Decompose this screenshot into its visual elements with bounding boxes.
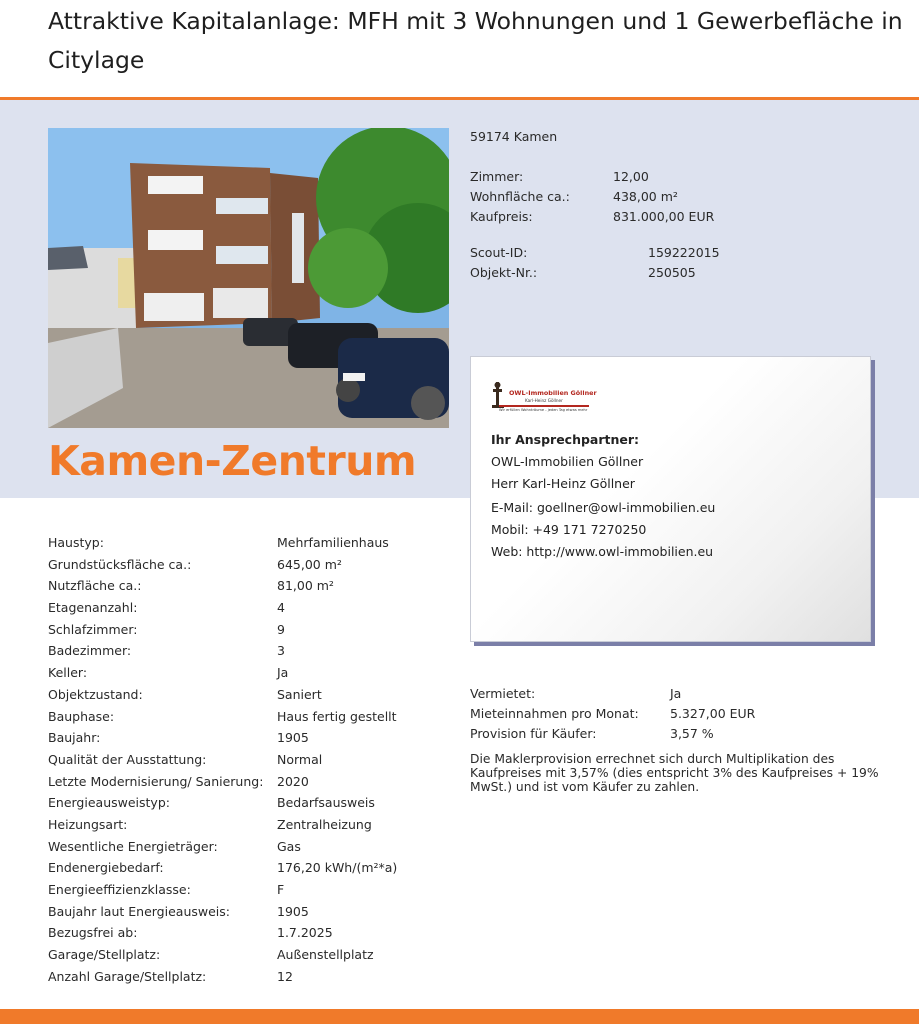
detail-value: 176,20 kWh/(m²*a) [277, 860, 398, 876]
logo-bar [499, 405, 589, 407]
detail-row [48, 902, 448, 924]
detail-label: Energieausweistyp: [48, 795, 170, 811]
logo-name: OWL-Immobilien Göllner [509, 389, 597, 397]
contact-card [470, 356, 871, 642]
detail-value: F [277, 882, 285, 897]
id-label: Scout-ID: [470, 245, 528, 260]
detail-value: 2020 [277, 773, 309, 789]
detail-row [48, 533, 448, 555]
contact-heading: Ihr Ansprechpartner: [491, 432, 640, 447]
detail-label: Heizungsart: [48, 816, 128, 832]
rental-label: Mieteinnahmen pro Monat: [470, 706, 639, 721]
detail-value: 1905 [277, 730, 309, 746]
detail-value: Mehrfamilienhaus [277, 535, 389, 550]
detail-label: Garage/Stellplatz: [48, 947, 161, 963]
detail-row [48, 858, 448, 880]
detail-value: 1905 [277, 903, 309, 919]
detail-row [48, 750, 448, 772]
commission-note: Die Maklerprovision errechnet sich durch Multiplikation des Kaufpreises mit 3,57% (dies entspricht 3% des Kaufpreises + 19% MwSt.) und ist vom Käufer zu zahlen. [470, 752, 879, 794]
detail-row [48, 923, 448, 945]
contact-email[interactable]: E-Mail: goellner@owl-immobilien.eu [491, 500, 716, 515]
detail-value: 4 [277, 600, 285, 616]
rental-label: Vermietet: [470, 686, 536, 701]
detail-label: Nutzfläche ca.: [48, 578, 142, 594]
agency-logo [491, 379, 597, 417]
contact-web[interactable]: Web: http://www.owl-immobilien.eu [491, 544, 714, 559]
detail-value: Außenstellplatz [277, 947, 374, 963]
detail-row [48, 685, 448, 707]
detail-label: Badezimmer: [48, 643, 132, 659]
detail-value: Haus fertig gestellt [277, 708, 397, 724]
detail-row [48, 555, 448, 577]
summary-value: 831.000,00 EUR [613, 209, 715, 224]
detail-row [48, 837, 448, 859]
address: 59174 Kamen [470, 129, 558, 144]
detail-value: 9 [277, 621, 285, 637]
footer-bar [0, 1009, 919, 1024]
detail-row [48, 728, 448, 750]
detail-row [48, 620, 448, 642]
detail-value: Gas [277, 838, 301, 854]
id-value: 159222015 [648, 245, 720, 260]
detail-value: 1.7.2025 [277, 925, 333, 941]
detail-row [48, 598, 448, 620]
detail-label: Schlafzimmer: [48, 621, 138, 637]
detail-label: Energieeffizienzklasse: [48, 882, 191, 897]
contact-mobile[interactable]: Mobil: +49 171 7270250 [491, 522, 647, 537]
rental-value: 5.327,00 EUR [670, 706, 756, 721]
detail-label: Bauphase: [48, 708, 115, 724]
summary-label: Zimmer: [470, 169, 524, 184]
rental-value: 3,57 % [670, 726, 714, 741]
detail-value: 645,00 m² [277, 556, 342, 572]
detail-row [48, 663, 448, 685]
detail-value: 3 [277, 643, 285, 659]
details-list [48, 533, 448, 988]
detail-label: Haustyp: [48, 535, 104, 550]
property-photo [48, 128, 449, 428]
contact-details [491, 429, 715, 563]
detail-label: Baujahr: [48, 730, 101, 746]
detail-value: Zentralheizung [277, 816, 372, 832]
detail-label: Endenergiebedarf: [48, 860, 164, 876]
contact-company: OWL-Immobilien Göllner [491, 454, 644, 469]
summary-value: 12,00 [613, 169, 649, 184]
detail-row [48, 793, 448, 815]
detail-row [48, 641, 448, 663]
detail-label: Anzahl Garage/Stellplatz: [48, 968, 207, 984]
detail-label: Baujahr laut Energieausweis: [48, 903, 230, 919]
detail-label: Qualität der Ausstattung: [48, 751, 207, 767]
detail-row [48, 576, 448, 598]
rental-label: Provision für Käufer: [470, 726, 597, 741]
id-value: 250505 [648, 265, 696, 280]
detail-value: Ja [277, 665, 289, 681]
page-title: Attraktive Kapitalanlage: MFH mit 3 Wohnungen und 1 Gewerbefläche in Citylage [48, 7, 903, 74]
detail-value: Normal [277, 751, 323, 767]
detail-value: Bedarfsausweis [277, 795, 375, 811]
detail-label: Objektzustand: [48, 686, 143, 702]
detail-label: Wesentliche Energieträger: [48, 838, 218, 854]
rental-value: Ja [670, 686, 682, 701]
summary-value: 438,00 m² [613, 189, 678, 204]
id-label: Objekt-Nr.: [470, 265, 538, 280]
detail-row [48, 707, 448, 729]
detail-row [48, 815, 448, 837]
detail-label: Keller: [48, 665, 88, 681]
detail-label: Bezugsfrei ab: [48, 925, 138, 941]
detail-label: Etagenanzahl: [48, 600, 138, 616]
detail-row [48, 945, 448, 967]
detail-row [48, 967, 448, 989]
detail-value: 12 [277, 968, 293, 984]
detail-row [48, 880, 448, 902]
contact-person: Herr Karl-Heinz Göllner [491, 476, 635, 491]
location-label: Kamen-Zentrum [48, 437, 417, 485]
summary-label: Wohnfläche ca.: [470, 189, 570, 204]
detail-value: Saniert [277, 686, 322, 702]
detail-label: Grundstücksfläche ca.: [48, 556, 192, 572]
detail-row [48, 772, 448, 794]
detail-value: 81,00 m² [277, 578, 334, 594]
detail-label: Letzte Modernisierung/ Sanierung: [48, 773, 264, 789]
logo-tagline: Wir erfüllen Wohnträume - jeden Tag etwas mehr [499, 408, 588, 412]
logo-subtitle: Karl-Heinz Göllner [525, 398, 563, 403]
summary-label: Kaufpreis: [470, 209, 533, 224]
